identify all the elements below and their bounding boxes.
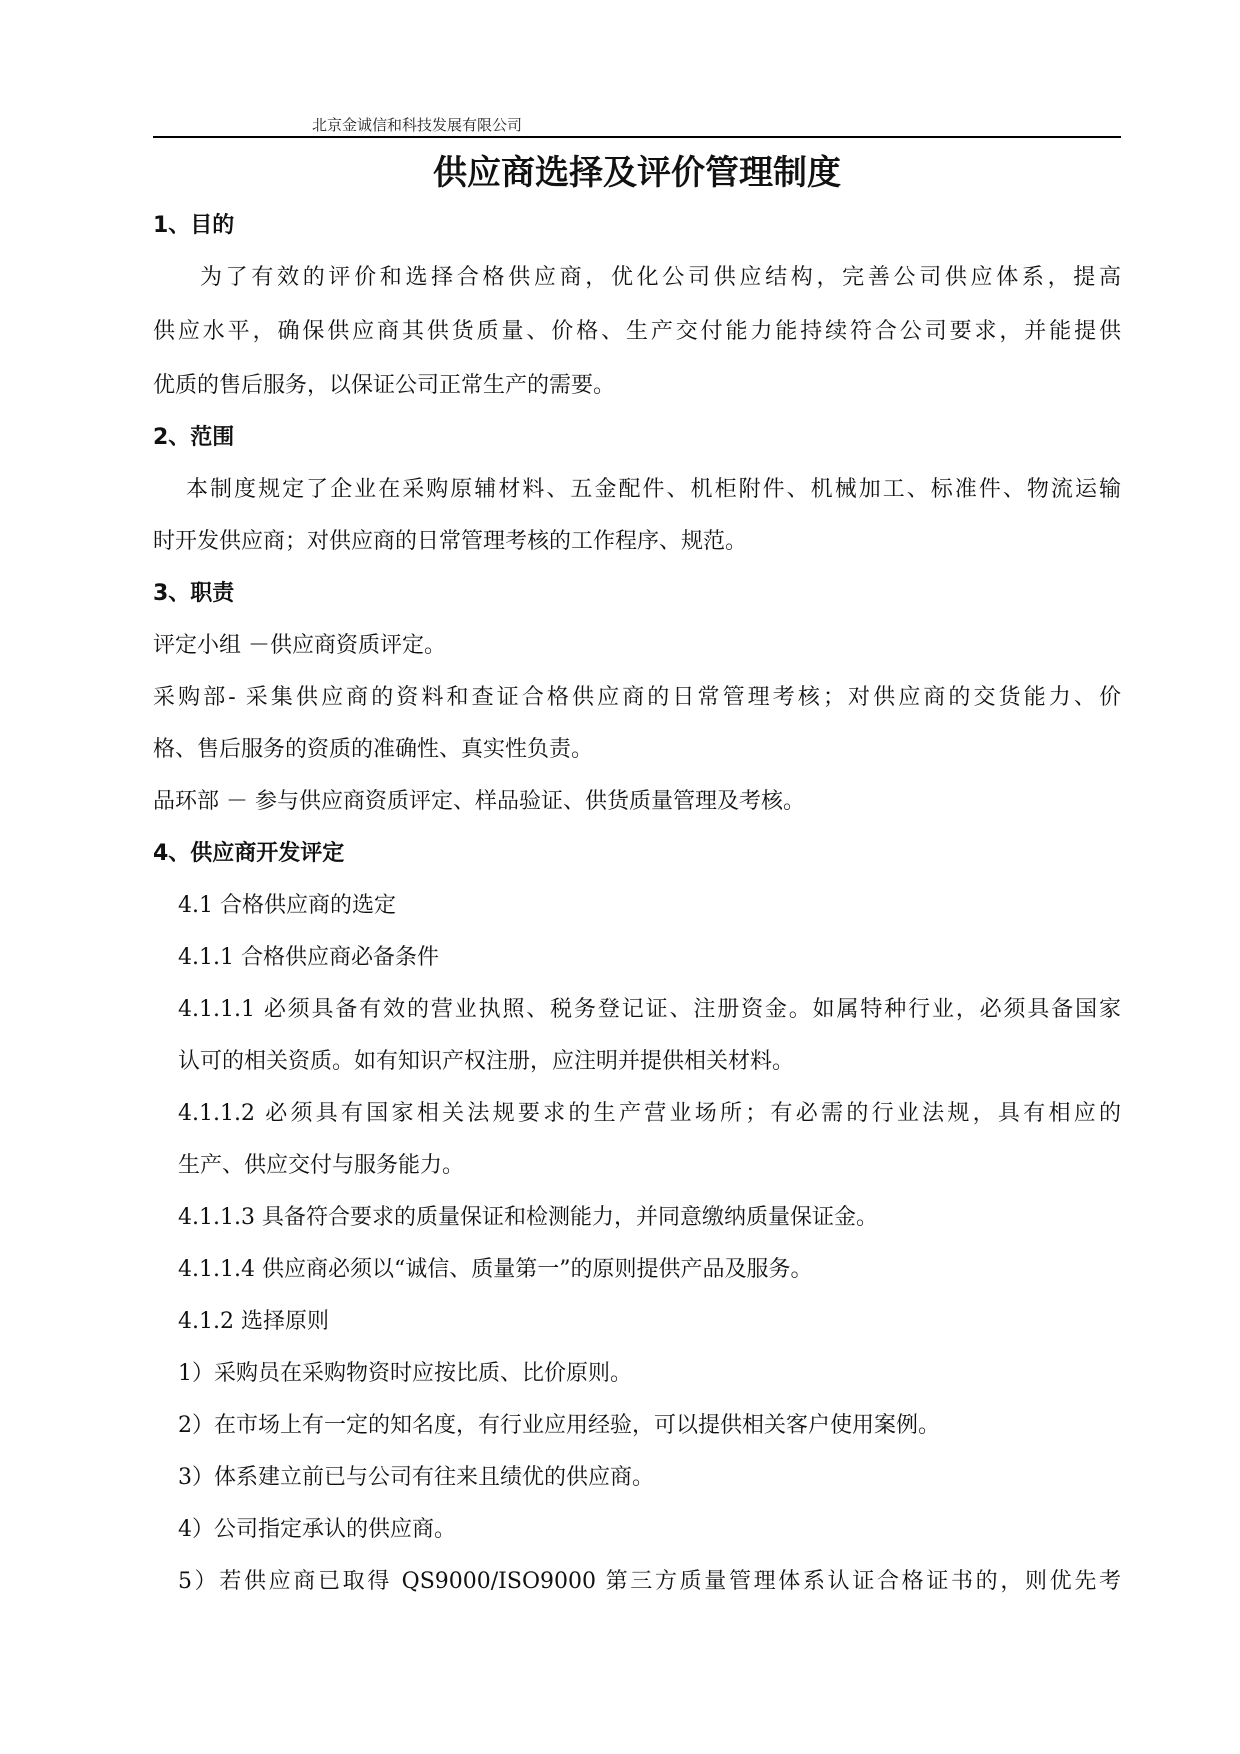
paragraph-line: 评定小组 －供应商资质评定。 xyxy=(153,633,446,658)
section-heading-scope: 2、范围 xyxy=(153,425,235,450)
list-item: 4）公司指定承认的供应商。 xyxy=(178,1517,456,1542)
paragraph-line: 优质的售后服务，以保证公司正常生产的需要。 xyxy=(153,373,616,398)
paragraph-line: 4.1.1.4 供应商必须以“诚信、质量第一”的原则提供产品及服务。 xyxy=(178,1257,813,1282)
paragraph-line: 采购部- 采集供应商的资料和查证合格供应商的日常管理考核；对供应商的交货能力、价 xyxy=(153,685,1121,710)
list-item: 3）体系建立前已与公司有往来且绩优的供应商。 xyxy=(178,1465,654,1490)
paragraph-line: 格、售后服务的资质的准确性、真实性负责。 xyxy=(153,737,594,762)
paragraph-line: 供应水平，确保供应商其供货质量、价格、生产交付能力能持续符合公司要求，并能提供 xyxy=(153,319,1121,344)
paragraph-line: 4.1.1.1 必须具备有效的营业执照、税务登记证、注册资金。如属特种行业，必须具备国家 xyxy=(178,997,1121,1022)
section-heading-development: 4、供应商开发评定 xyxy=(153,841,345,866)
paragraph-line: 时开发供应商；对供应商的日常管理考核的工作程序、规范。 xyxy=(153,529,748,554)
list-item: 2）在市场上有一定的知名度，有行业应用经验，可以提供相关客户使用案例。 xyxy=(178,1413,940,1438)
header-company-name: 北京金诚信和科技发展有限公司 xyxy=(312,116,523,134)
section-heading-duties: 3、职责 xyxy=(153,581,235,606)
paragraph-line: 生产、供应交付与服务能力。 xyxy=(178,1153,465,1178)
list-item: 5）若供应商已取得 QS9000/ISO9000 第三方质量管理体系认证合格证书的，则优先考 xyxy=(178,1569,1121,1594)
paragraph-line: 4.1.2 选择原则 xyxy=(178,1309,329,1334)
paragraph-line: 4.1.1.3 具备符合要求的质量保证和检测能力，并同意缴纳质量保证金。 xyxy=(178,1205,878,1230)
paragraph-line: 4.1.1.2 必须具有国家相关法规要求的生产营业场所；有必需的行业法规，具有相应的 xyxy=(178,1101,1121,1126)
list-item: 1）采购员在采购物资时应按比质、比价原则。 xyxy=(178,1361,632,1386)
paragraph-line: 品环部 － 参与供应商资质评定、样品验证、供货质量管理及考核。 xyxy=(153,789,805,814)
paragraph-line: 本制度规定了企业在采购原辅材料、五金配件、机柜附件、机械加工、标准件、物流运输 xyxy=(186,477,1121,502)
paragraph-line: 为了有效的评价和选择合格供应商，优化公司供应结构，完善公司供应体系，提高 xyxy=(200,265,1121,290)
section-heading-purpose: 1、目的 xyxy=(153,213,235,238)
header-divider xyxy=(153,136,1121,138)
paragraph-line: 认可的相关资质。如有知识产权注册，应注明并提供相关材料。 xyxy=(178,1049,795,1074)
paragraph-line: 4.1.1 合格供应商必备条件 xyxy=(178,945,439,970)
document-title: 供应商选择及评价管理制度 xyxy=(433,153,841,193)
paragraph-line: 4.1 合格供应商的选定 xyxy=(178,893,396,918)
